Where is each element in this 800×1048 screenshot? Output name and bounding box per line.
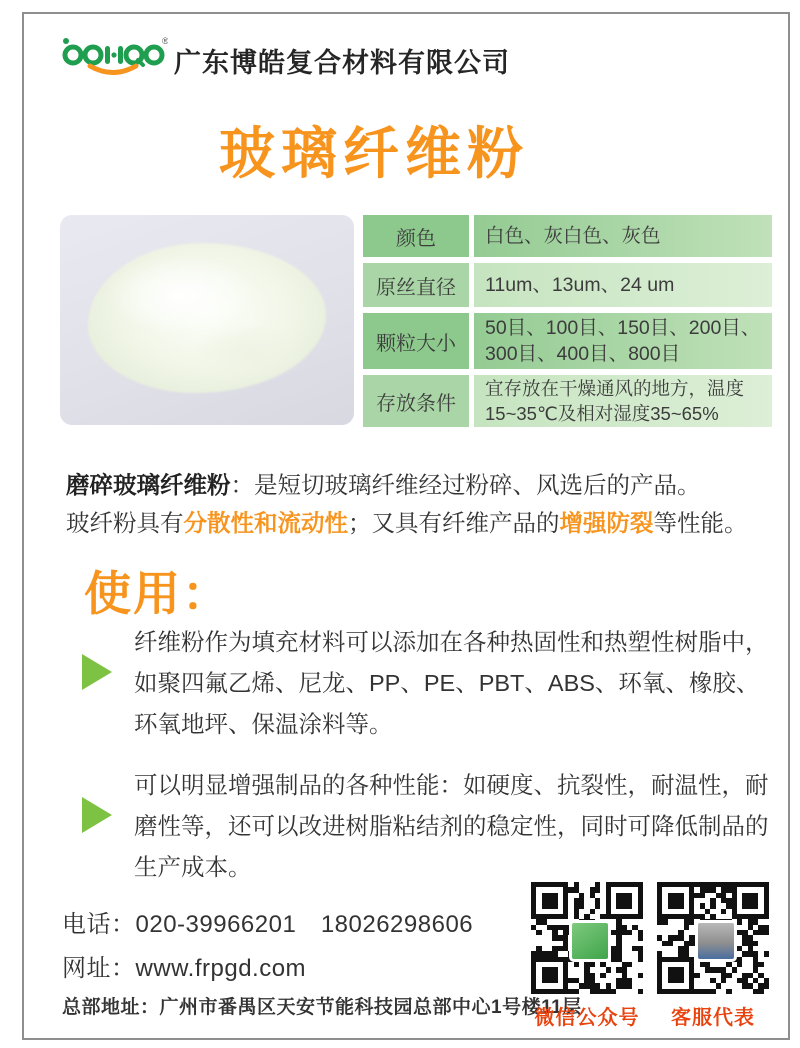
- product-photo: [60, 215, 354, 425]
- wechat-qr-code: [531, 882, 643, 994]
- product-description: [66, 466, 782, 542]
- website-url: www.frpgd.com: [135, 955, 307, 982]
- website-label: 网址：: [62, 955, 136, 982]
- triangle-bullet-icon: [82, 797, 112, 833]
- table-row: [363, 375, 772, 427]
- list-item: [82, 765, 776, 888]
- website-line: [62, 948, 582, 983]
- spec-value: 50目、100目、150目、200目、300目、400目、800目: [474, 313, 772, 369]
- spec-label: 原丝直径: [363, 263, 469, 307]
- wechat-qr-block: [530, 882, 644, 1030]
- description-line2-part1: 玻纤粉具有: [66, 510, 184, 536]
- page-frame: [22, 12, 790, 1040]
- table-row: [363, 263, 772, 307]
- table-row: [363, 215, 772, 257]
- header: [58, 32, 510, 82]
- description-highlight-1: 分散性和流动性: [183, 510, 348, 536]
- spec-value: 白色、灰白色、灰色: [474, 215, 772, 257]
- phone-label: 电话：: [62, 911, 136, 938]
- table-row: [363, 313, 772, 369]
- address-label: 总部地址：: [62, 997, 160, 1018]
- wechat-qr-caption: 微信公众号: [534, 1007, 640, 1029]
- address-line: [62, 992, 582, 1019]
- service-portrait-photo: [695, 920, 737, 962]
- company-name: 广东博皓复合材料有限公司: [174, 47, 510, 78]
- spec-label: 颜色: [363, 215, 469, 257]
- page-title: 玻璃纤维粉: [219, 121, 529, 187]
- powder-pile-image: [88, 243, 326, 393]
- product-section: [60, 215, 772, 427]
- bohao-logo-glyph: [58, 32, 168, 82]
- spec-label: 存放条件: [363, 375, 469, 427]
- service-qr-caption: 客服代表: [671, 1007, 755, 1029]
- bullet-text: 纤维粉作为填充材料可以添加在各种热固性和热塑性树脂中，如聚四氟乙烯、尼龙、PP、PE、PBT、ABS、环氧、橡胶、环氧地坪、保温涂料等。: [134, 629, 769, 737]
- wechat-logo-icon: [569, 920, 611, 962]
- bullet-text: 可以明显增强制品的各种性能：如硬度、抗裂性，耐温性，耐磨性等，还可以改进树脂粘结剂的稳定性，同时可降低制品的生产成本。: [134, 772, 769, 880]
- description-bold-intro: 磨碎玻璃纤维粉: [66, 472, 231, 498]
- spec-table: [363, 215, 772, 427]
- usage-heading: 使用：: [84, 567, 231, 620]
- address-text: 广州市番禺区天安节能科技园总部中心1号楼11层: [159, 997, 582, 1018]
- service-qr-block: [656, 882, 770, 1030]
- description-highlight-2: 增强防裂: [559, 510, 654, 536]
- spec-value: 11um、13um、24 um: [474, 263, 772, 307]
- phone-line: [62, 904, 582, 939]
- triangle-bullet-icon: [82, 654, 112, 690]
- bohao-logo-icon: [58, 32, 168, 82]
- phone-numbers: 020-39966201 18026298606: [135, 911, 474, 938]
- list-item: [82, 622, 776, 745]
- registered-mark: ®: [162, 36, 168, 46]
- spec-value: 宜存放在干燥通风的地方，温度15~35℃及相对湿度35~65%: [474, 375, 772, 427]
- contact-info: [62, 904, 582, 1019]
- description-line2-part3: 等性能。: [653, 510, 748, 536]
- description-line2-part2: ；又具有纤维产品的: [348, 510, 560, 536]
- service-qr-code: [657, 882, 769, 994]
- description-line1: ：是短切玻璃纤维经过粉碎、风选后的产品。: [230, 472, 701, 498]
- spec-label: 颗粒大小: [363, 313, 469, 369]
- usage-list: [82, 622, 776, 908]
